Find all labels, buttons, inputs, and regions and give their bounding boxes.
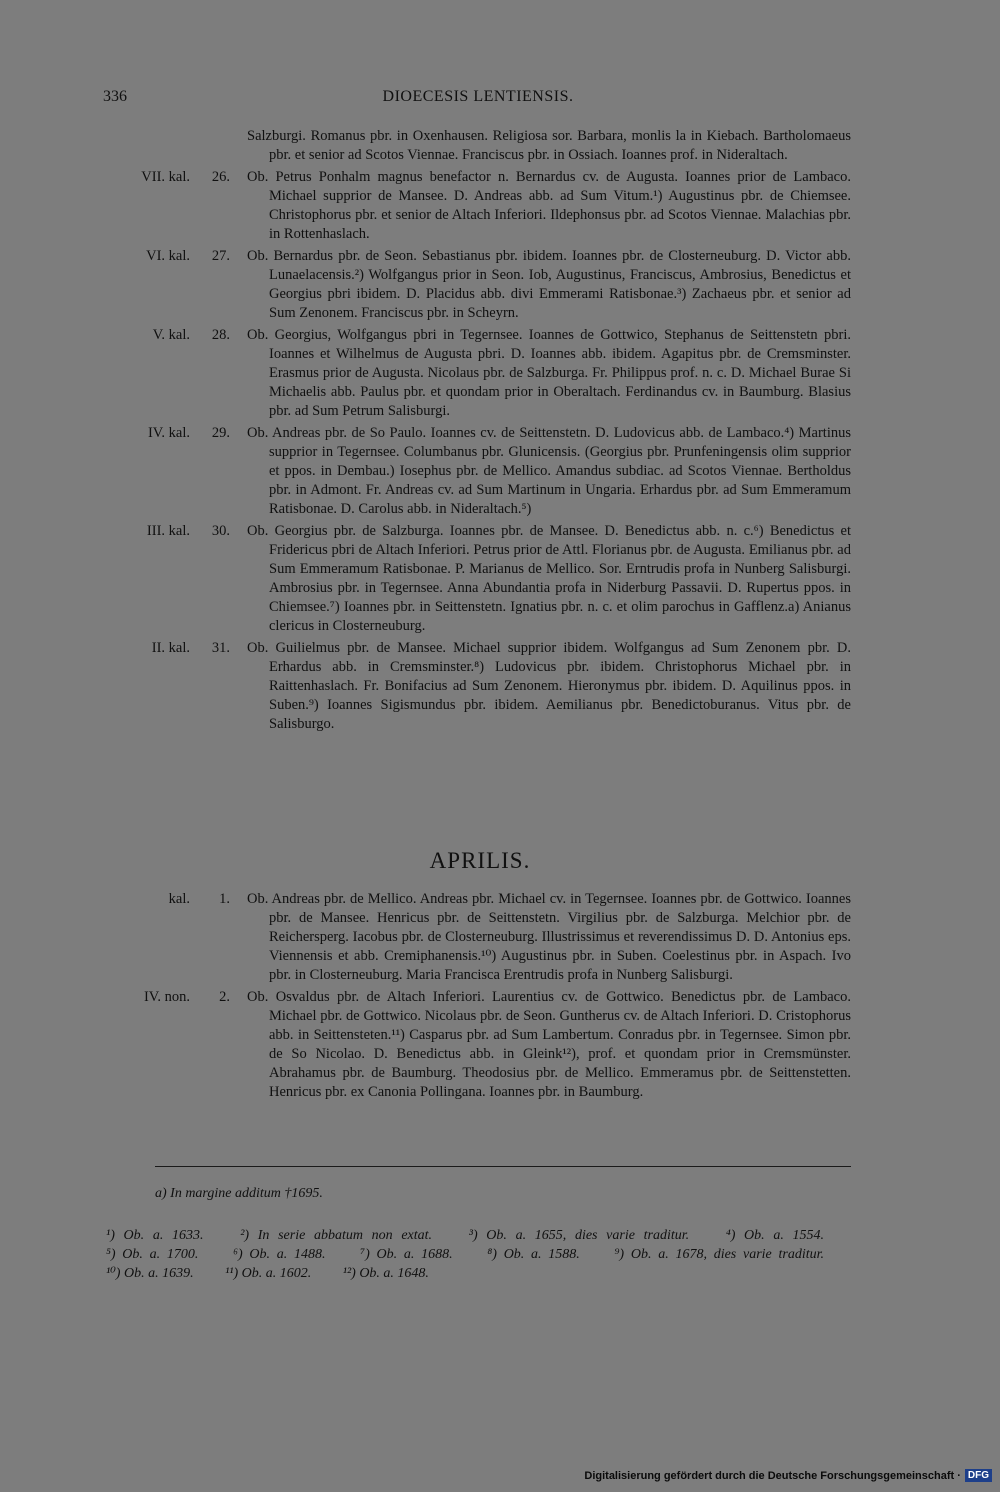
day-number: 29.: [211, 425, 230, 441]
calendar-date: kal.: [168, 891, 190, 907]
footnotes: [106, 1226, 852, 1283]
footnote-item: ¹¹) Ob. a. 1602.: [225, 1266, 312, 1281]
entry-text: Ob. Georgius, Wolfgangus pbri in Tegernsee. Ioannes de Gottwico, Stephanus de Seittenstetn pbri. Ioannes et Wilhelmus de Augusta pbri. D. Ioannes abb. ibidem. Agapitus pbr. de Cremsminster. Erasmus prior de Augusta. Nicolaus pbr. de Salzburga. Fr. Philippus prof. n. c. D. Michael Burae Si Michaelis abb. Paulus pbr. et quondam prior in Oberaltach. Ferdinandus cv. in Baumburg. Blasius pbr. ad Sum Petrum Salisburgi.: [247, 327, 851, 419]
day-number: 28.: [211, 327, 230, 343]
dfg-credit: [584, 1469, 992, 1482]
calendar-entry: [0, 247, 1000, 323]
dfg-credit-text: Digitalisierung gefördert durch die Deutsche Forschungsgemeinschaft ·: [584, 1469, 961, 1482]
day-number: 27.: [211, 248, 230, 264]
running-title: DIOECESIS LENTIENSIS.: [382, 88, 574, 105]
footnote-marginal: a) In margine additum †1695.: [155, 1186, 323, 1201]
footnote-item: ⁶) Ob. a. 1488.: [233, 1247, 326, 1262]
day-number: 31.: [211, 640, 230, 656]
calendar-entry: [0, 326, 1000, 421]
day-number: 1.: [219, 891, 230, 907]
entry-text: Ob. Bernardus pbr. de Seon. Sebastianus pbr. ibidem. Ioannes pbr. de Closterneuburg. D. Victor abb. Lunaelacensis.²) Wolfgangus prior in Seon. Iob, Augustinus, Franciscus, Ambrosius, Benedictus et Georgius pbri ibidem. D. Placidus abb. divi Emmerami Ratisbonae.³) Zachaeus pbr. et senior ad Sum Zenonem. Franciscus pbr. in Scheyrn.: [247, 248, 851, 321]
entry-text: Ob. Petrus Ponhalm magnus benefactor n. Bernardus cv. de Augusta. Ioannes prior de Lambaco. Michael supprior de Mansee. D. Andreas abb. ad Sum Vitum.¹) Augustinus pbr. de Chiemsee. Christophorus pbr. et senior de Altach Inferiori. Ildephonsus pbr. ad Scotos Viennae. Malachias pbr. in Rottenhaslach.: [247, 169, 851, 242]
calendar-date: III. kal.: [146, 523, 190, 539]
calendar-date: V. kal.: [152, 327, 190, 343]
footnote-item: ¹⁰) Ob. a. 1639.: [106, 1266, 194, 1281]
page-number: 336: [103, 88, 127, 105]
calendar-date: IV. kal.: [147, 425, 190, 441]
calendar-date: VI. kal.: [146, 248, 190, 264]
footnote-item: ⁵) Ob. a. 1700.: [106, 1247, 199, 1262]
footnote-item: ¹) Ob. a. 1633.: [106, 1228, 204, 1243]
entry-text: Salzburgi. Romanus pbr. in Oxenhausen. Religiosa sor. Barbara, monlis la in Kiebach. Bartholomaeus pbr. et senior ad Scotos Viennae. Franciscus pbr. in Ossiach. Ioannes prof. in Nideraltach.: [247, 128, 851, 163]
month-heading: APRILIS.: [429, 848, 531, 873]
entry-text: Ob. Guilielmus pbr. de Mansee. Michael supprior ibidem. Wolfgangus ad Sum Zenonem pbr. D. Erhardus abb. in Cremsminster.⁸) Ludovicus pbr. ibidem. Christophorus Michael pbr. in Raittenhaslach. Fr. Bonifacius ad Sum Zenonem. Hieronymus pbr. ibidem. D. Aquilinus ppos. in Suben.⁹) Ioannes Sigismundus pbr. ibidem. Aemilianus pbr. Benedictoburanus. Vitus pbr. de Salisburgo.: [247, 640, 851, 732]
calendar-date: IV. non.: [143, 989, 190, 1005]
calendar-date: VII. kal.: [141, 169, 190, 185]
entry-text: Ob. Osvaldus pbr. de Altach Inferiori. Laurentius cv. de Gottwico. Benedictus pbr. de Lambaco. Michael pbr. de Gottwico. Nicolaus pbr. de Seon. Guntherus cv. de Altach Inferiori. D. Cristophorus abb. in Seittensteten.¹¹) Casparus pbr. ad Sum Lambertum. Conradus pbr. in Tegernsee. Simon pbr. de So Nicolao. D. Benedictus abb. in Gleink¹²), prof. et quondam prior in Cremsmünster. Abrahamus pbr. de Baumburg. Theodosius pbr. de Mellico. Emmeramus pbr. de Seittenstetten. Henricus pbr. ex Canonia Pollingana. Ioannes pbr. in Baumburg.: [247, 989, 851, 1100]
entry-text: Ob. Andreas pbr. de So Paulo. Ioannes cv. de Seittenstetn. D. Ludovicus abb. de Lambaco.⁴) Martinus supprior in Tegernsee. Columbanus pbr. Glunicensis. (Georgius pbr. Prunfeningensis olim supprior et ppos. in Dembau.) Iosephus pbr. de Mellico. Amandus subdiac. ad Scotos Viennae. Bertholdus pbr. in Admont. Fr. Andreas cv. ad Sum Martinum in Ungaria. Erhardus pbr. ad Sum Emmeramum Ratisbonae. D. Carolus abb. in Nideraltach.⁵): [247, 425, 851, 517]
footnote-item: ³) Ob. a. 1655, dies varie traditur.: [468, 1228, 690, 1243]
page-header: [103, 88, 853, 112]
calendar-entry: [0, 890, 1000, 985]
day-number: 30.: [211, 523, 230, 539]
dfg-logo-icon: DFG: [965, 1469, 992, 1482]
calendar-entry: [0, 522, 1000, 636]
footnote-rule: [155, 1166, 851, 1167]
calendar-date: II. kal.: [151, 640, 190, 656]
calendar-entries-march: [0, 127, 1000, 737]
footnote-item: ⁴) Ob. a. 1554.: [725, 1228, 825, 1243]
day-number: 26.: [211, 169, 230, 185]
calendar-entry: [0, 424, 1000, 519]
entry-text: Ob. Andreas pbr. de Mellico. Andreas pbr. Michael cv. in Tegernsee. Ioannes pbr. de Gottwico. Ioannes pbr. de Mansee. Henricus pbr. de Seittenstetn. Virgilius pbr. de Salzburga. Melchior pbr. de Reichersperg. Iacobus pbr. de Closterneuburg. Illustrissimus et reverendissimus D. D. Antonius eps. Viennensis et abb. Cremiphanensis.¹⁰) Augustinus pbr. in Suben. Coelestinus pbr. in Aspach. Ivo pbr. in Closterneuburg. Maria Francisca Erentrudis profa in Nunberg Salisburgi.: [247, 891, 851, 983]
calendar-entry: [0, 168, 1000, 244]
calendar-entry: [0, 639, 1000, 734]
footnote-item: ⁷) Ob. a. 1688.: [360, 1247, 453, 1262]
calendar-entry: [0, 988, 1000, 1102]
footnote-item: ⁹) Ob. a. 1678, dies varie traditur.: [614, 1247, 825, 1262]
footnote-item: ¹²) Ob. a. 1648.: [342, 1266, 429, 1281]
day-number: 2.: [219, 989, 230, 1005]
footnote-item: ²) In serie abbatum non extat.: [240, 1228, 433, 1243]
footnote-item: ⁸) Ob. a. 1588.: [487, 1247, 580, 1262]
calendar-entries-april: [0, 890, 1000, 1105]
entry-text: Ob. Georgius pbr. de Salzburga. Ioannes pbr. de Mansee. D. Benedictus abb. n. c.⁶) Benedictus et Fridericus pbri de Altach Inferiori. Petrus prior de Attl. Florianus pbr. de Augusta. Emilianus pbr. ad Sum Emmeramum Ratisbonae. P. Marianus de Mellico. Sor. Erntrudis profa in Nunberg Salisburgi. Ambrosius pbr. in Tegernsee. Anna Abundantia profa in Niderburg Passavii. D. Rupertus ppos. in Chiemsee.⁷) Ioannes pbr. in Seittenstetn. Ignatius pbr. n. c. et olim parochus in Gafflenz.a) Anianus clericus in Closterneuburg.: [247, 523, 851, 634]
calendar-entry: [0, 127, 1000, 165]
